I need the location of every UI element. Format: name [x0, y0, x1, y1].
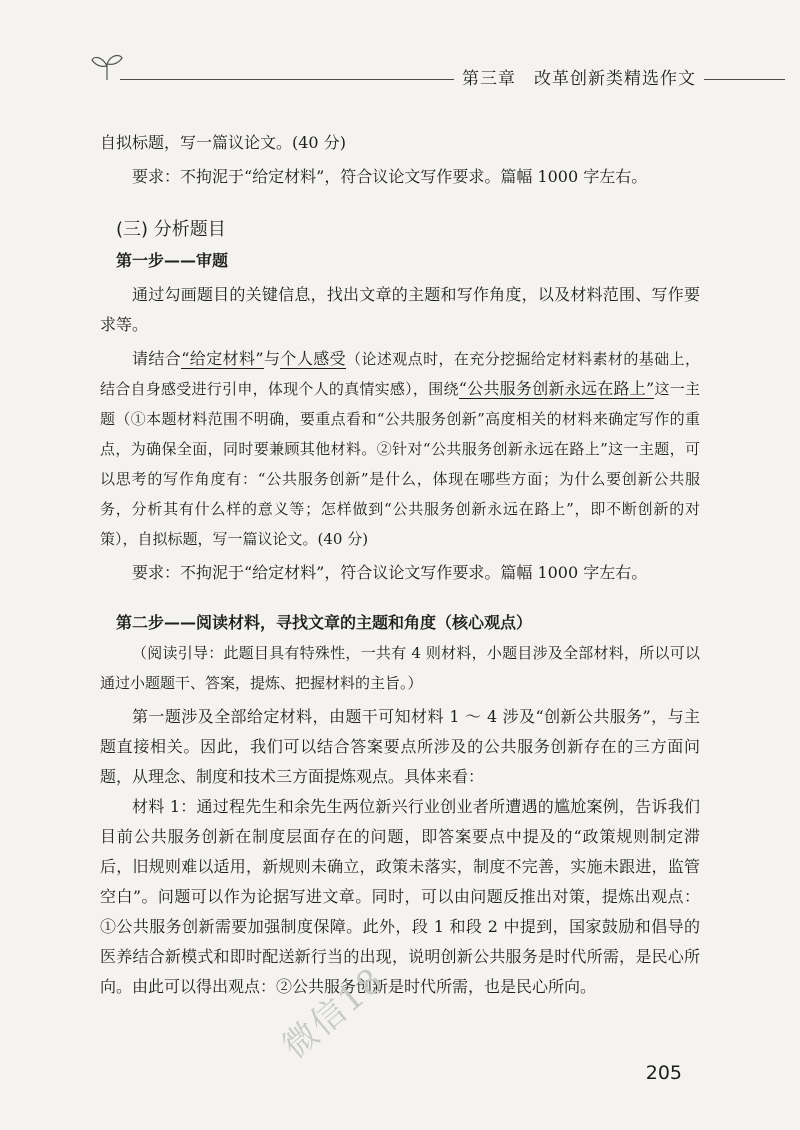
underlined-phrase: “给定材料” [181, 349, 264, 368]
paragraph: 第一题涉及全部给定材料，由题干可知材料 1 ～ 4 涉及“创新公共服务”，与主题直接相关。因此，我们可以结合答案要点所涉及的公共服务创新存在的三方面问题，从理念、制度和技术三方面提炼观点。具体来看： [100, 707, 700, 786]
text-run: 请结合 [132, 349, 182, 368]
paragraph: 要求：不拘泥于“给定材料”，符合议论文写作要求。篇幅 1000 字左右。 [132, 563, 648, 582]
page-number: 205 [645, 1062, 682, 1084]
step-heading: 第二步——阅读材料，寻找文章的主题和角度（核心观点） [116, 613, 533, 632]
watermark-text: 微信18 [275, 959, 393, 1067]
page-body [100, 128, 700, 1002]
chapter-title: 第三章 改革创新类精选作文 [454, 64, 704, 89]
annotation-text: 这一主题（①本题材料范围不明确，要重点看和“公共服务创新”高度相关的材料来确定写作的重点，为确保全面，同时要兼顾其他材料。②针对“公共服务创新永远在路上”这一主题，可以思考的写作角度有：“公共服务创新”是什么，体现在哪些方面；为什么要创新公共服务，分析其有什么样的意义等；怎样做到“公共服务创新永远在路上”，即不断创新的对策），自拟标题，写一篇议论文。(40 分) [100, 380, 700, 548]
paragraph: 通过勾画题目的关键信息，找出文章的主题和写作角度，以及材料范围、写作要求等。 [100, 285, 700, 334]
paragraph [100, 344, 700, 554]
underlined-phrase: 个人感受 [280, 349, 347, 368]
running-header [0, 0, 800, 110]
sprout-icon [90, 50, 124, 82]
reading-guide: （阅读引导：此题目具有特殊性，一共有 4 则材料，小题目涉及全部材料，所以可以通过小题题干、答案，提炼、把握材料的主旨。） [100, 644, 700, 692]
section-heading: (三) 分析题目 [116, 219, 226, 240]
step-heading: 第一步——审题 [116, 251, 229, 270]
text-run: 与 [263, 349, 281, 368]
paragraph: 要求：不拘泥于“给定材料”，符合议论文写作要求。篇幅 1000 字左右。 [132, 167, 648, 186]
paragraph: 材料 1：通过程先生和余先生两位新兴行业创业者所遭遇的尴尬案例，告诉我们目前公共服务创新在制度层面存在的问题，即答案要点中提及的“政策规则制定滞后，旧规则难以适用，新规则未确立，政策未落实，制度不完善，实施未跟进，监管空白”。问题可以作为论据写进文章。同时，可以由问题反推出对策，提炼出观点：①公共服务创新需要加强制度保障。此外，段 1 和段 2 中提到，国家鼓励和倡导的医养结合新模式和即时配送新行当的出现，说明创新公共服务是时代所需，是民心所向。由此可以得出观点：②公共服务创新是时代所需，也是民心所向。 [100, 797, 700, 996]
annotation-text: （论述观点时，在充分挖掘给定材料素材的基础上，结合自身感受进行引申，体现个人的真情实感），围绕 [100, 350, 700, 398]
paragraph: 自拟标题，写一篇议论文。(40 分) [100, 133, 346, 152]
underlined-phrase: “公共服务创新永远在路上” [458, 379, 655, 398]
